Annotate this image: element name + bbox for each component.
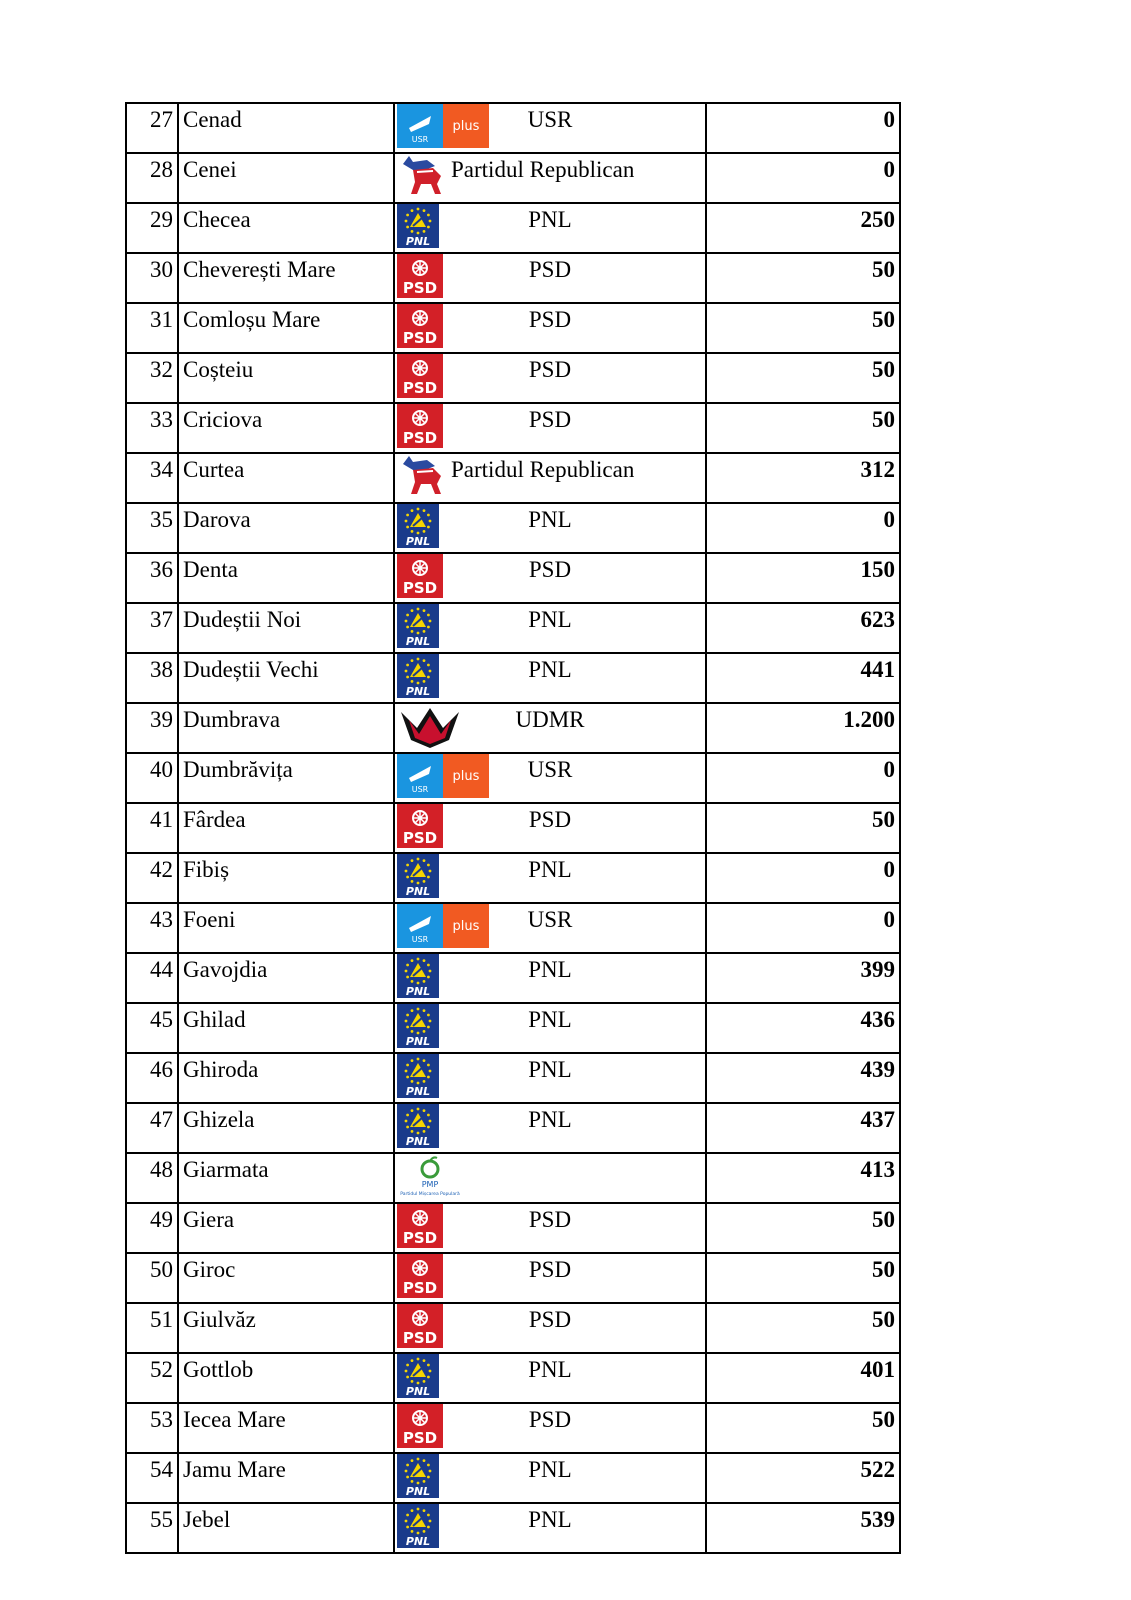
row-number: 33: [126, 403, 178, 453]
table-row: [126, 903, 900, 953]
row-number: 47: [126, 1103, 178, 1153]
party-cell: [394, 703, 706, 753]
wolf-logo-icon: [397, 454, 451, 498]
locality-name: Giulvăz: [178, 1303, 394, 1353]
row-number: 54: [126, 1453, 178, 1503]
party-cell: [394, 503, 706, 553]
amount-value: 401: [706, 1353, 900, 1403]
svg-text:PNL: PNL: [405, 1135, 431, 1148]
locality-name: Gottlob: [178, 1353, 394, 1403]
locality-name: Comloșu Mare: [178, 303, 394, 353]
row-number: 50: [126, 1253, 178, 1303]
table-row: [126, 1103, 900, 1153]
svg-text:PNL: PNL: [405, 635, 431, 648]
party-name: PSD: [528, 1407, 572, 1432]
amount-value: 399: [706, 953, 900, 1003]
amount-value: 413: [706, 1153, 900, 1203]
party-name: Partidul Republican: [451, 157, 635, 182]
row-number: 34: [126, 453, 178, 503]
svg-text:PSD: PSD: [402, 1429, 438, 1447]
locality-name: Ghilad: [178, 1003, 394, 1053]
table-row: [126, 503, 900, 553]
locality-name: Fibiș: [178, 853, 394, 903]
table-row: [126, 203, 900, 253]
svg-text:Partidul Mișcarea Populară: Partidul Mișcarea Populară: [400, 1192, 460, 1197]
table-row: [126, 803, 900, 853]
table-row: [126, 703, 900, 753]
party-cell: [394, 753, 706, 803]
party-name: PSD: [528, 307, 572, 332]
amount-value: 50: [706, 803, 900, 853]
party-cell: [394, 1303, 706, 1353]
svg-text:PNL: PNL: [405, 985, 431, 998]
party-cell: [394, 1253, 706, 1303]
locality-name: Coșteiu: [178, 353, 394, 403]
table-row: [126, 353, 900, 403]
pmp-logo-icon: [397, 1154, 463, 1198]
svg-text:PSD: PSD: [402, 1229, 438, 1247]
amount-value: 0: [706, 503, 900, 553]
row-number: 44: [126, 953, 178, 1003]
row-number: 30: [126, 253, 178, 303]
row-number: 48: [126, 1153, 178, 1203]
party-name: USR: [527, 107, 573, 132]
party-name: PSD: [528, 1207, 572, 1232]
amount-value: 0: [706, 853, 900, 903]
locality-name: Dudeștii Noi: [178, 603, 394, 653]
svg-text:PSD: PSD: [402, 279, 438, 297]
locality-name: Dumbrava: [178, 703, 394, 753]
row-number: 37: [126, 603, 178, 653]
table-row: [126, 1303, 900, 1353]
party-name: Partidul Republican: [451, 457, 635, 482]
table-row: [126, 953, 900, 1003]
svg-text:PMP: PMP: [421, 1180, 439, 1189]
table-row: [126, 253, 900, 303]
row-number: 52: [126, 1353, 178, 1403]
row-number: 36: [126, 553, 178, 603]
row-number: 49: [126, 1203, 178, 1253]
table-row: [126, 553, 900, 603]
amount-value: 50: [706, 253, 900, 303]
amount-value: 436: [706, 1003, 900, 1053]
svg-text:PSD: PSD: [402, 329, 438, 347]
party-cell: [394, 553, 706, 603]
svg-text:USR: USR: [411, 785, 429, 794]
amount-value: 50: [706, 403, 900, 453]
locality-name: Criciova: [178, 403, 394, 453]
results-table-body: [126, 103, 900, 1553]
table-row: [126, 603, 900, 653]
table-row: [126, 1403, 900, 1453]
table-row: [126, 303, 900, 353]
party-name: PSD: [528, 257, 572, 282]
amount-value: 522: [706, 1453, 900, 1503]
party-name: PNL: [528, 957, 572, 982]
locality-name: Giera: [178, 1203, 394, 1253]
party-cell: [394, 1353, 706, 1403]
amount-value: 312: [706, 453, 900, 503]
row-number: 51: [126, 1303, 178, 1353]
locality-name: Jamu Mare: [178, 1453, 394, 1503]
amount-value: 437: [706, 1103, 900, 1153]
svg-text:PNL: PNL: [405, 235, 431, 248]
party-name: USR: [527, 757, 573, 782]
row-number: 42: [126, 853, 178, 903]
party-name: PNL: [528, 607, 572, 632]
party-cell: [394, 203, 706, 253]
row-number: 29: [126, 203, 178, 253]
party-logo: [397, 154, 451, 198]
row-number: 31: [126, 303, 178, 353]
party-cell: [394, 1003, 706, 1053]
party-name: PSD: [528, 407, 572, 432]
svg-text:PNL: PNL: [405, 535, 431, 548]
svg-text:PSD: PSD: [402, 829, 438, 847]
row-number: 45: [126, 1003, 178, 1053]
row-number: 28: [126, 153, 178, 203]
amount-value: 150: [706, 553, 900, 603]
svg-text:USR: USR: [411, 135, 429, 144]
table-row: [126, 1003, 900, 1053]
table-row: [126, 753, 900, 803]
party-name: PNL: [528, 1057, 572, 1082]
party-name: PSD: [528, 807, 572, 832]
party-name: PNL: [528, 1007, 572, 1032]
party-cell: [394, 603, 706, 653]
party-cell: [394, 903, 706, 953]
party-name: PNL: [528, 207, 572, 232]
locality-name: Ghiroda: [178, 1053, 394, 1103]
svg-text:PSD: PSD: [402, 579, 438, 597]
row-number: 35: [126, 503, 178, 553]
locality-name: Giroc: [178, 1253, 394, 1303]
party-name: PNL: [528, 657, 572, 682]
amount-value: 0: [706, 103, 900, 153]
amount-value: 439: [706, 1053, 900, 1103]
locality-name: Giarmata: [178, 1153, 394, 1203]
party-cell: [394, 1453, 706, 1503]
table-row: [126, 1253, 900, 1303]
locality-name: Iecea Mare: [178, 1403, 394, 1453]
svg-text:plus: plus: [452, 919, 480, 934]
party-name: PSD: [528, 1257, 572, 1282]
amount-value: 0: [706, 153, 900, 203]
row-number: 40: [126, 753, 178, 803]
table-row: [126, 1453, 900, 1503]
table-row: [126, 1503, 900, 1553]
party-name: PSD: [528, 1307, 572, 1332]
amount-value: 0: [706, 753, 900, 803]
svg-text:PNL: PNL: [405, 1085, 431, 1098]
party-name: USR: [527, 907, 573, 932]
locality-name: Foeni: [178, 903, 394, 953]
party-cell: [394, 303, 706, 353]
svg-text:PNL: PNL: [405, 1485, 431, 1498]
svg-text:PSD: PSD: [402, 429, 438, 447]
party-name: PNL: [528, 1507, 572, 1532]
party-cell: [394, 1403, 706, 1453]
party-name: PSD: [528, 557, 572, 582]
svg-text:plus: plus: [452, 119, 480, 134]
row-number: 41: [126, 803, 178, 853]
table-row: [126, 1153, 900, 1203]
table-row: [126, 1203, 900, 1253]
party-cell: [394, 803, 706, 853]
svg-text:PNL: PNL: [405, 685, 431, 698]
svg-text:PNL: PNL: [405, 1385, 431, 1398]
svg-text:plus: plus: [452, 769, 480, 784]
locality-name: Dudeștii Vechi: [178, 653, 394, 703]
party-cell: [394, 1503, 706, 1553]
svg-text:PNL: PNL: [405, 885, 431, 898]
party-cell: [394, 103, 706, 153]
row-number: 53: [126, 1403, 178, 1453]
party-name: PNL: [528, 857, 572, 882]
table-row: [126, 453, 900, 503]
table-row: [126, 1053, 900, 1103]
svg-text:PSD: PSD: [402, 379, 438, 397]
party-cell: [394, 953, 706, 1003]
party-name: PNL: [528, 1357, 572, 1382]
locality-name: Darova: [178, 503, 394, 553]
party-cell: [394, 453, 706, 503]
amount-value: 0: [706, 903, 900, 953]
amount-value: 50: [706, 353, 900, 403]
svg-text:PSD: PSD: [402, 1279, 438, 1297]
table-row: [126, 653, 900, 703]
party-cell: [394, 1103, 706, 1153]
table-row: [126, 853, 900, 903]
party-cell: [394, 353, 706, 403]
party-logo: [397, 454, 451, 498]
row-number: 38: [126, 653, 178, 703]
amount-value: 50: [706, 303, 900, 353]
svg-text:PNL: PNL: [405, 1035, 431, 1048]
table-row: [126, 403, 900, 453]
row-number: 27: [126, 103, 178, 153]
amount-value: 50: [706, 1403, 900, 1453]
party-cell: [394, 1153, 706, 1203]
party-cell: [394, 1053, 706, 1103]
party-logo: [397, 1154, 463, 1198]
party-name: PNL: [528, 507, 572, 532]
locality-name: Cheverești Mare: [178, 253, 394, 303]
party-cell: [394, 653, 706, 703]
party-name: UDMR: [515, 707, 585, 732]
svg-text:USR: USR: [411, 935, 429, 944]
row-number: 46: [126, 1053, 178, 1103]
table-row: [126, 153, 900, 203]
row-number: 32: [126, 353, 178, 403]
svg-text:PSD: PSD: [402, 1329, 438, 1347]
party-cell: [394, 853, 706, 903]
amount-value: 50: [706, 1253, 900, 1303]
locality-name: Dumbrăvița: [178, 753, 394, 803]
row-number: 39: [126, 703, 178, 753]
locality-name: Fârdea: [178, 803, 394, 853]
locality-name: Jebel: [178, 1503, 394, 1553]
locality-name: Cenad: [178, 103, 394, 153]
amount-value: 1.200: [706, 703, 900, 753]
locality-name: Gavojdia: [178, 953, 394, 1003]
table-row: [126, 1353, 900, 1403]
party-name: PNL: [528, 1107, 572, 1132]
locality-name: Curtea: [178, 453, 394, 503]
table-row: [126, 103, 900, 153]
amount-value: 623: [706, 603, 900, 653]
amount-value: 441: [706, 653, 900, 703]
amount-value: 50: [706, 1303, 900, 1353]
amount-value: 50: [706, 1203, 900, 1253]
wolf-logo-icon: [397, 154, 451, 198]
amount-value: 539: [706, 1503, 900, 1553]
row-number: 55: [126, 1503, 178, 1553]
party-cell: [394, 1203, 706, 1253]
locality-name: Checea: [178, 203, 394, 253]
row-number: 43: [126, 903, 178, 953]
party-name: PSD: [528, 357, 572, 382]
results-table: [125, 102, 901, 1554]
locality-name: Denta: [178, 553, 394, 603]
amount-value: 250: [706, 203, 900, 253]
party-cell: [394, 153, 706, 203]
party-name: PNL: [528, 1457, 572, 1482]
party-cell: [394, 403, 706, 453]
locality-name: Ghizela: [178, 1103, 394, 1153]
party-cell: [394, 253, 706, 303]
svg-text:PNL: PNL: [405, 1535, 431, 1548]
locality-name: Cenei: [178, 153, 394, 203]
